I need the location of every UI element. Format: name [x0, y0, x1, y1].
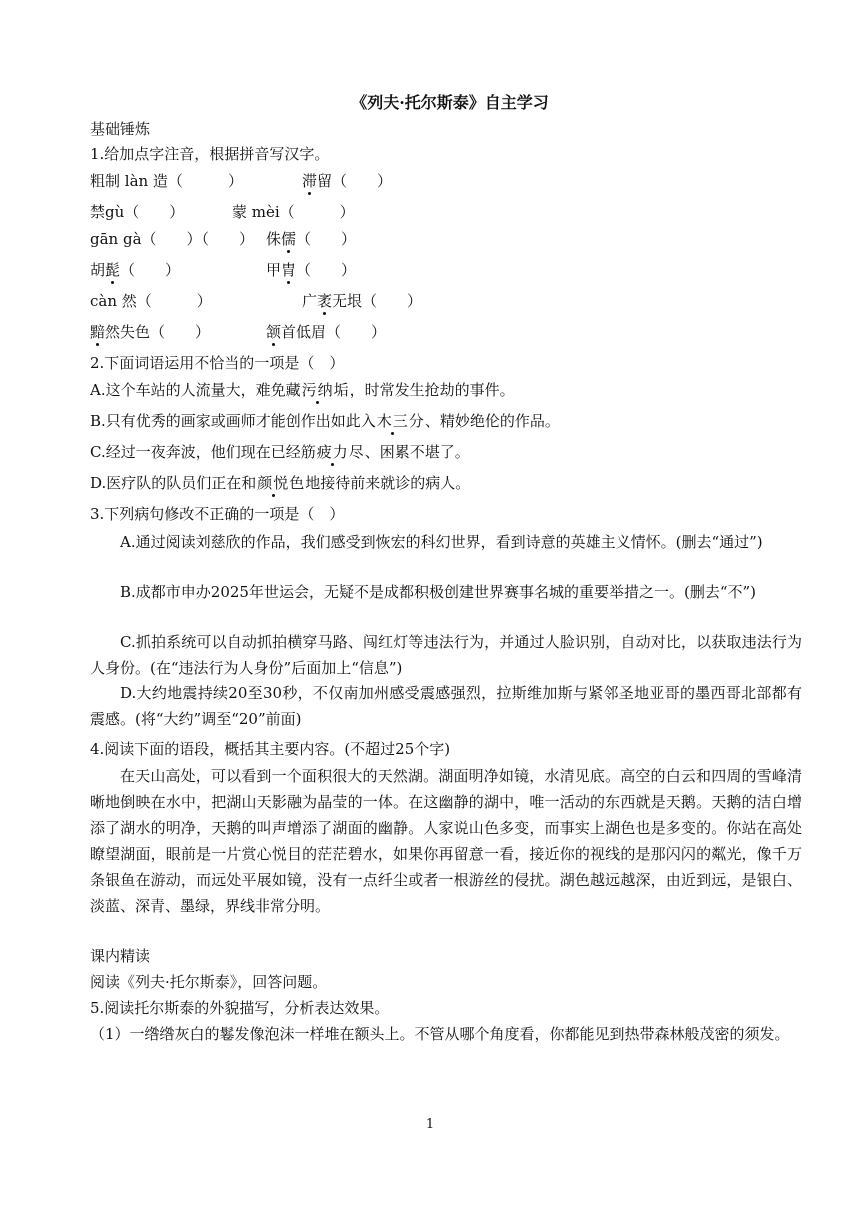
question-3-option-b: B.成都市申办2025年世运会，无疑不是成都积极创建世界赛事名城的重要举措之一。(删去“不”): [120, 583, 757, 601]
question-2-option-c: C.经过一夜奔波，他们现在已经筋疲力尽、困累不堪了。: [90, 443, 470, 461]
word-row-5: [90, 290, 802, 312]
word-row-2: [90, 201, 802, 223]
question-3: 3.下列病句修改不正确的一项是（ ）: [90, 505, 345, 523]
section-heading-basics: 基础锤炼: [90, 120, 151, 138]
dotted-char: 黯: [90, 323, 106, 341]
question-2-option-a: A.这个车站的人流量大，难免藏污纳垢，时常发生抢劫的事件。: [90, 381, 515, 399]
dotted-char: 滞: [302, 172, 318, 190]
question-3-option-c: C.抓拍系统可以自动抓拍横穿马路、闯红灯等违法行为，并通过人脸识别，自动对比，以获取违法行为人身份。(在“违法行为人身份”后面加上“信息”): [90, 633, 802, 677]
question-5-item-1: （1）一绺绺灰白的鬈发像泡沫一样堆在额头上。不管从哪个角度看，你都能见到热带森林般茂密的须发。: [90, 1025, 790, 1043]
word-row-1: [90, 170, 802, 192]
question-2-option-b: B.只有优秀的画家或画师才能创作出如此入木三分、精妙绝伦的作品。: [90, 412, 560, 430]
word-item: 侏儒（ ）: [266, 230, 357, 248]
word-item: 粗制 làn 造（ ）: [90, 172, 243, 190]
dotted-phrase: 筋疲力尽: [300, 443, 365, 461]
page-number: 1: [425, 1117, 435, 1132]
question-5: 5.阅读托尔斯泰的外貌描写，分析表达效果。: [90, 999, 390, 1017]
question-3-option-d: D.大约地震持续20至30秒，不仅南加州感受震感强烈，拉斯维加斯与紧邻圣地亚哥的墨西哥北部都有震感。(将“大约”调至“20”前面): [90, 684, 802, 728]
word-item: 颔首低眉（ ）: [266, 323, 387, 341]
reading-instruction: 阅读《列夫·托尔斯泰》，回答问题。: [90, 973, 328, 991]
dotted-char: 胄: [281, 261, 297, 279]
question-2: 2.下面词语运用不恰当的一项是（ ）: [90, 354, 345, 372]
dotted-char: 颔: [266, 323, 282, 341]
dotted-char: 儒: [281, 230, 297, 248]
word-item: gān gà（ ）（ ）: [90, 230, 255, 248]
question-3-option-a: A.通过阅读刘慈欣的作品，我们感受到恢宏的科幻世界，看到诗意的英雄主义情怀。(删去“通过”): [120, 533, 763, 551]
dotted-phrase: 藏污纳垢: [285, 381, 350, 399]
word-item: 甲胄（ ）: [266, 261, 357, 279]
question-2-option-d: D.医疗队的队员们正在和颜悦色地接待前来就诊的病人。: [90, 474, 471, 492]
word-item: 禁gù（ ）: [90, 203, 185, 221]
word-item: càn 然（ ）: [90, 292, 212, 310]
word-row-6: [90, 321, 802, 343]
word-item: 黯然失色（ ）: [90, 323, 211, 341]
word-item: 蒙 mèi（ ）: [232, 203, 355, 221]
dotted-phrase: 和颜悦色: [241, 474, 306, 492]
word-item: 滞留（ ）: [302, 172, 393, 190]
word-row-4: [90, 259, 802, 281]
word-row-3: [90, 228, 802, 250]
doc-title: 《列夫·托尔斯泰》自主学习: [351, 93, 549, 112]
dotted-char: 袤: [317, 292, 333, 310]
dotted-char: 髭: [105, 261, 121, 279]
word-item: 胡髭（ ）: [90, 261, 181, 279]
question-1: 1.给加点字注音，根据拼音写汉字。: [90, 145, 330, 163]
question-4: 4.阅读下面的语段，概括其主要内容。(不超过25个字): [90, 740, 451, 758]
section-heading-reading: 课内精读: [90, 947, 151, 965]
word-item: 广袤无垠（ ）: [302, 292, 423, 310]
question-4-passage: 在天山高处，可以看到一个面积很大的天然湖。湖面明净如镜，水清见底。高空的白云和四周的雪峰清晰地倒映在水中，把湖山天影融为晶莹的一体。在这幽静的湖中，唯一活动的东西就是天鹅。天鹅的洁白增添了湖水的明净，天鹅的叫声增添了湖面的幽静。人家说山色多变，而事实上湖色也是多变的。你站在高处瞭望湖面，眼前是一片赏心悦目的茫茫碧水，如果你再留意一看，接近你的视线的是那闪闪的粼光，像千万条银鱼在游动，而远处平展如镜，没有一点纤尘或者一根游丝的侵扰。湖色越远越深，由近到远，是银白、淡蓝、深青、墨绿，界线非常分明。: [90, 767, 802, 915]
dotted-phrase: 入木三分: [360, 412, 425, 430]
